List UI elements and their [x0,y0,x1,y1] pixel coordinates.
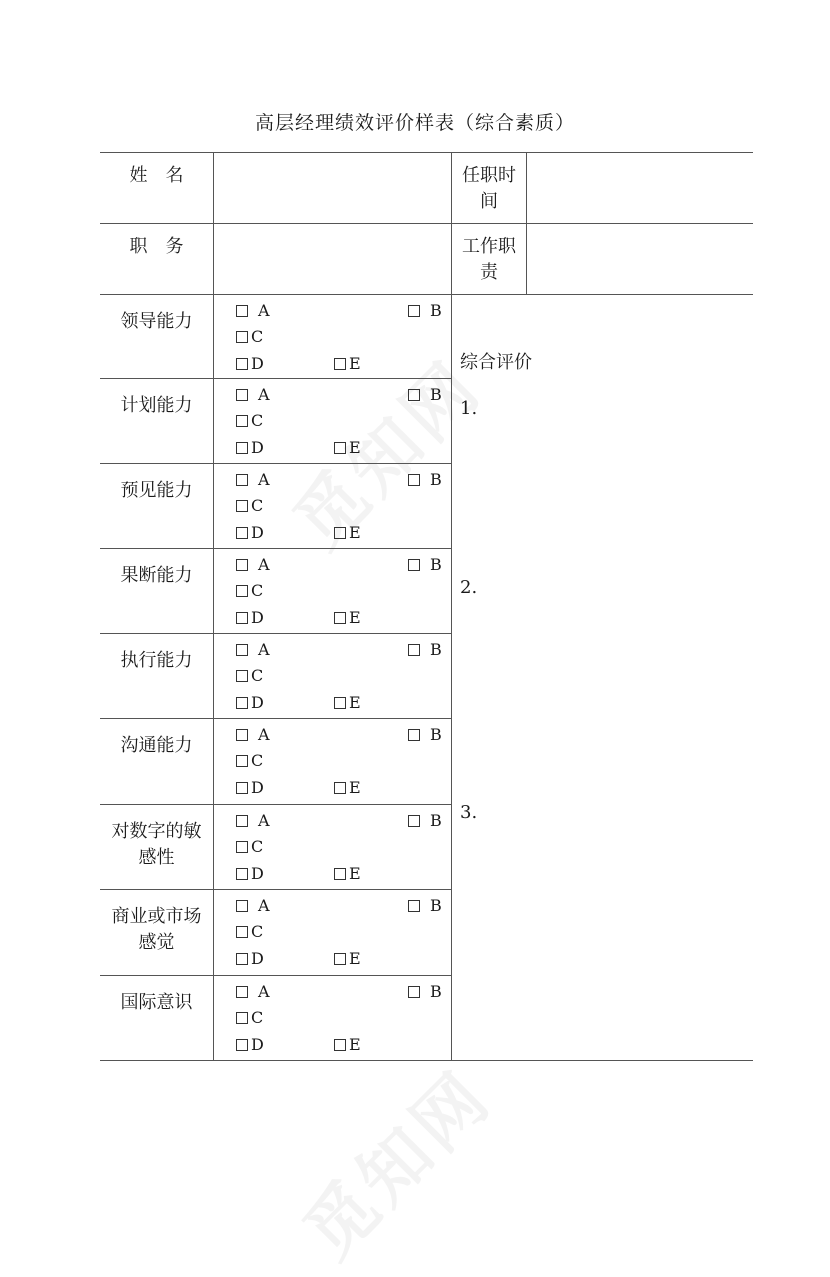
rating-option-label: E [349,438,361,457]
rating-option-label: D [251,354,264,373]
rating-option-e[interactable] [334,438,361,458]
checkbox-icon[interactable] [236,670,248,682]
checkbox-icon[interactable] [408,305,420,317]
rating-option-a[interactable] [236,896,270,916]
checkbox-icon[interactable] [408,729,420,741]
rating-option-d[interactable] [236,523,264,543]
ability-label [100,309,213,335]
column-divider [213,152,214,1061]
ability-label [100,393,213,419]
checkbox-icon[interactable] [334,782,346,794]
checkbox-icon[interactable] [236,644,248,656]
rating-option-b[interactable] [408,555,442,575]
checkbox-icon[interactable] [236,559,248,571]
checkbox-icon[interactable] [236,729,248,741]
rating-option-label: C [251,496,264,515]
rating-option-label: A [258,470,270,489]
checkbox-icon[interactable] [334,868,346,880]
checkbox-icon[interactable] [236,1012,248,1024]
rating-option-label: A [258,896,270,915]
rating-option-label: B [430,301,442,320]
ability-label-line1: 执行能力 [120,650,193,671]
rating-option-b[interactable] [408,896,442,916]
rating-option-c[interactable] [236,837,263,857]
rating-option-d[interactable] [236,778,264,798]
rating-option-d[interactable] [236,608,264,628]
checkbox-icon[interactable] [236,500,248,512]
checkbox-icon[interactable] [236,1039,248,1051]
rating-option-a[interactable] [236,725,270,745]
checkbox-icon[interactable] [236,415,248,427]
ability-label [100,990,213,1016]
checkbox-icon[interactable] [236,755,248,767]
rating-option-label: A [258,385,270,404]
checkbox-icon[interactable] [408,389,420,401]
rating-option-c[interactable] [236,751,263,771]
ability-label-line2: 感性 [138,847,175,868]
ability-label [100,819,213,871]
rating-option-e[interactable] [334,1035,361,1055]
duty-label: 工作职 责 [462,236,516,283]
rating-option-c[interactable] [236,666,263,686]
rating-option-e[interactable] [334,608,361,628]
rating-option-label: C [251,837,264,856]
checkbox-icon[interactable] [236,986,248,998]
row-divider [100,223,753,224]
checkbox-icon[interactable] [334,697,346,709]
table-border-top [100,152,753,153]
ability-label-line2: 感觉 [138,932,175,953]
checkbox-icon[interactable] [334,953,346,965]
rating-option-e[interactable] [334,949,361,969]
checkbox-icon[interactable] [408,474,420,486]
rating-option-label: A [258,982,270,1001]
ability-label-line1: 领导能力 [120,311,193,332]
rating-option-label: D [251,523,264,542]
rating-option-label: E [349,608,361,627]
rating-option-a[interactable] [236,982,270,1002]
rating-option-a[interactable] [236,385,270,405]
rating-option-d[interactable] [236,864,264,884]
rating-option-label: C [251,922,264,941]
rating-option-label: E [349,1035,361,1054]
rating-option-label: E [349,949,361,968]
checkbox-icon[interactable] [236,868,248,880]
checkbox-icon[interactable] [408,900,420,912]
rating-option-d[interactable] [236,438,264,458]
rating-option-c[interactable] [236,922,263,942]
evaluation-heading: 综合评价 [460,352,532,373]
checkbox-icon[interactable] [236,782,248,794]
checkbox-icon[interactable] [236,358,248,370]
checkbox-icon[interactable] [236,389,248,401]
column-divider [451,152,452,1061]
checkbox-icon[interactable] [334,527,346,539]
checkbox-icon[interactable] [236,900,248,912]
rating-option-label: E [349,523,361,542]
rating-option-c[interactable] [236,1008,263,1028]
rating-option-label: A [258,555,270,574]
ability-label [100,478,213,504]
rating-option-label: B [430,640,442,659]
checkbox-icon[interactable] [236,585,248,597]
checkbox-icon[interactable] [236,474,248,486]
rating-option-label: C [251,666,264,685]
row-divider [100,975,451,976]
checkbox-icon[interactable] [334,358,346,370]
rating-option-label: B [430,725,442,744]
ability-label-line1: 国际意识 [120,992,193,1013]
rating-option-a[interactable] [236,555,270,575]
checkbox-icon[interactable] [334,442,346,454]
name-value[interactable] [214,163,451,189]
checkbox-icon[interactable] [236,331,248,343]
checkbox-icon[interactable] [236,442,248,454]
rating-option-d[interactable] [236,354,264,374]
rating-option-label: D [251,693,264,712]
evaluation-item-1: 1. [460,398,478,419]
rating-option-e[interactable] [334,523,361,543]
ability-label [100,648,213,674]
rating-option-label: A [258,640,270,659]
ability-label-line1: 对数字的敏 [111,821,202,842]
rating-option-label: C [251,581,264,600]
rating-option-label: C [251,411,264,430]
checkbox-icon[interactable] [408,815,420,827]
rating-option-b[interactable] [408,725,442,745]
checkbox-icon[interactable] [236,926,248,938]
rating-option-a[interactable] [236,640,270,660]
tenure-label: 任职时 间 [462,165,516,212]
rating-option-a[interactable] [236,301,270,321]
rating-option-label: E [349,693,361,712]
rating-option-e[interactable] [334,864,361,884]
evaluation-item-3: 3. [460,802,478,823]
rating-option-label: E [349,354,361,373]
table-border-bottom [100,1060,753,1061]
duty-value[interactable] [527,234,753,260]
rating-option-c[interactable] [236,327,263,347]
checkbox-icon[interactable] [236,697,248,709]
rating-option-c[interactable] [236,496,263,516]
checkbox-icon[interactable] [408,986,420,998]
rating-option-b[interactable] [408,470,442,490]
rating-option-label: D [251,608,264,627]
name-label: 姓 名 [129,165,184,186]
checkbox-icon[interactable] [334,612,346,624]
checkbox-icon[interactable] [236,305,248,317]
row-divider [100,718,451,719]
rating-option-label: A [258,811,270,830]
ability-label [100,563,213,589]
row-divider [100,378,451,379]
rating-option-b[interactable] [408,982,442,1002]
rating-option-label: B [430,811,442,830]
rating-option-e[interactable] [334,354,361,374]
rating-option-label: E [349,864,361,883]
page-title: 高层经理绩效评价样表（综合素质） [254,112,575,134]
rating-option-label: B [430,555,442,574]
row-divider [100,548,451,549]
ability-label [100,733,213,759]
rating-option-label: B [430,896,442,915]
row-divider [100,294,753,295]
evaluation-item-2: 2. [460,577,478,598]
row-divider [100,633,451,634]
rating-option-e[interactable] [334,778,361,798]
rating-option-a[interactable] [236,811,270,831]
rating-option-c[interactable] [236,411,263,431]
checkbox-icon[interactable] [236,815,248,827]
row-divider [100,804,451,805]
rating-option-e[interactable] [334,693,361,713]
rating-option-label: D [251,778,264,797]
checkbox-icon[interactable] [236,527,248,539]
checkbox-icon[interactable] [236,612,248,624]
ability-label-line1: 果断能力 [120,565,193,586]
row-divider [100,463,451,464]
position-value[interactable] [214,234,451,260]
rating-option-label: A [258,725,270,744]
rating-option-label: C [251,751,264,770]
position-label: 职 务 [129,236,184,257]
rating-option-label: B [430,385,442,404]
rating-option-b[interactable] [408,301,442,321]
rating-option-a[interactable] [236,470,270,490]
rating-option-b[interactable] [408,385,442,405]
checkbox-icon[interactable] [408,559,420,571]
rating-option-b[interactable] [408,811,442,831]
checkbox-icon[interactable] [236,841,248,853]
rating-option-d[interactable] [236,949,264,969]
rating-option-label: D [251,438,264,457]
row-divider [100,889,451,890]
watermark-bottom [278,1044,511,1277]
checkbox-icon[interactable] [408,644,420,656]
rating-option-d[interactable] [236,693,264,713]
checkbox-icon[interactable] [236,953,248,965]
ability-label-line1: 预见能力 [120,480,193,501]
rating-option-label: E [349,778,361,797]
tenure-value[interactable] [527,163,753,189]
rating-option-label: D [251,949,264,968]
rating-option-b[interactable] [408,640,442,660]
rating-option-label: D [251,864,264,883]
rating-option-label: D [251,1035,264,1054]
rating-option-label: C [251,327,264,346]
rating-option-label: B [430,470,442,489]
ability-label-line1: 沟通能力 [120,735,193,756]
ability-label-line1: 商业或市场 [111,906,202,927]
rating-option-c[interactable] [236,581,263,601]
rating-option-label: C [251,1008,264,1027]
rating-option-label: B [430,982,442,1001]
rating-option-d[interactable] [236,1035,264,1055]
checkbox-icon[interactable] [334,1039,346,1051]
ability-label [100,904,213,956]
ability-label-line1: 计划能力 [120,395,193,416]
rating-option-label: A [258,301,270,320]
